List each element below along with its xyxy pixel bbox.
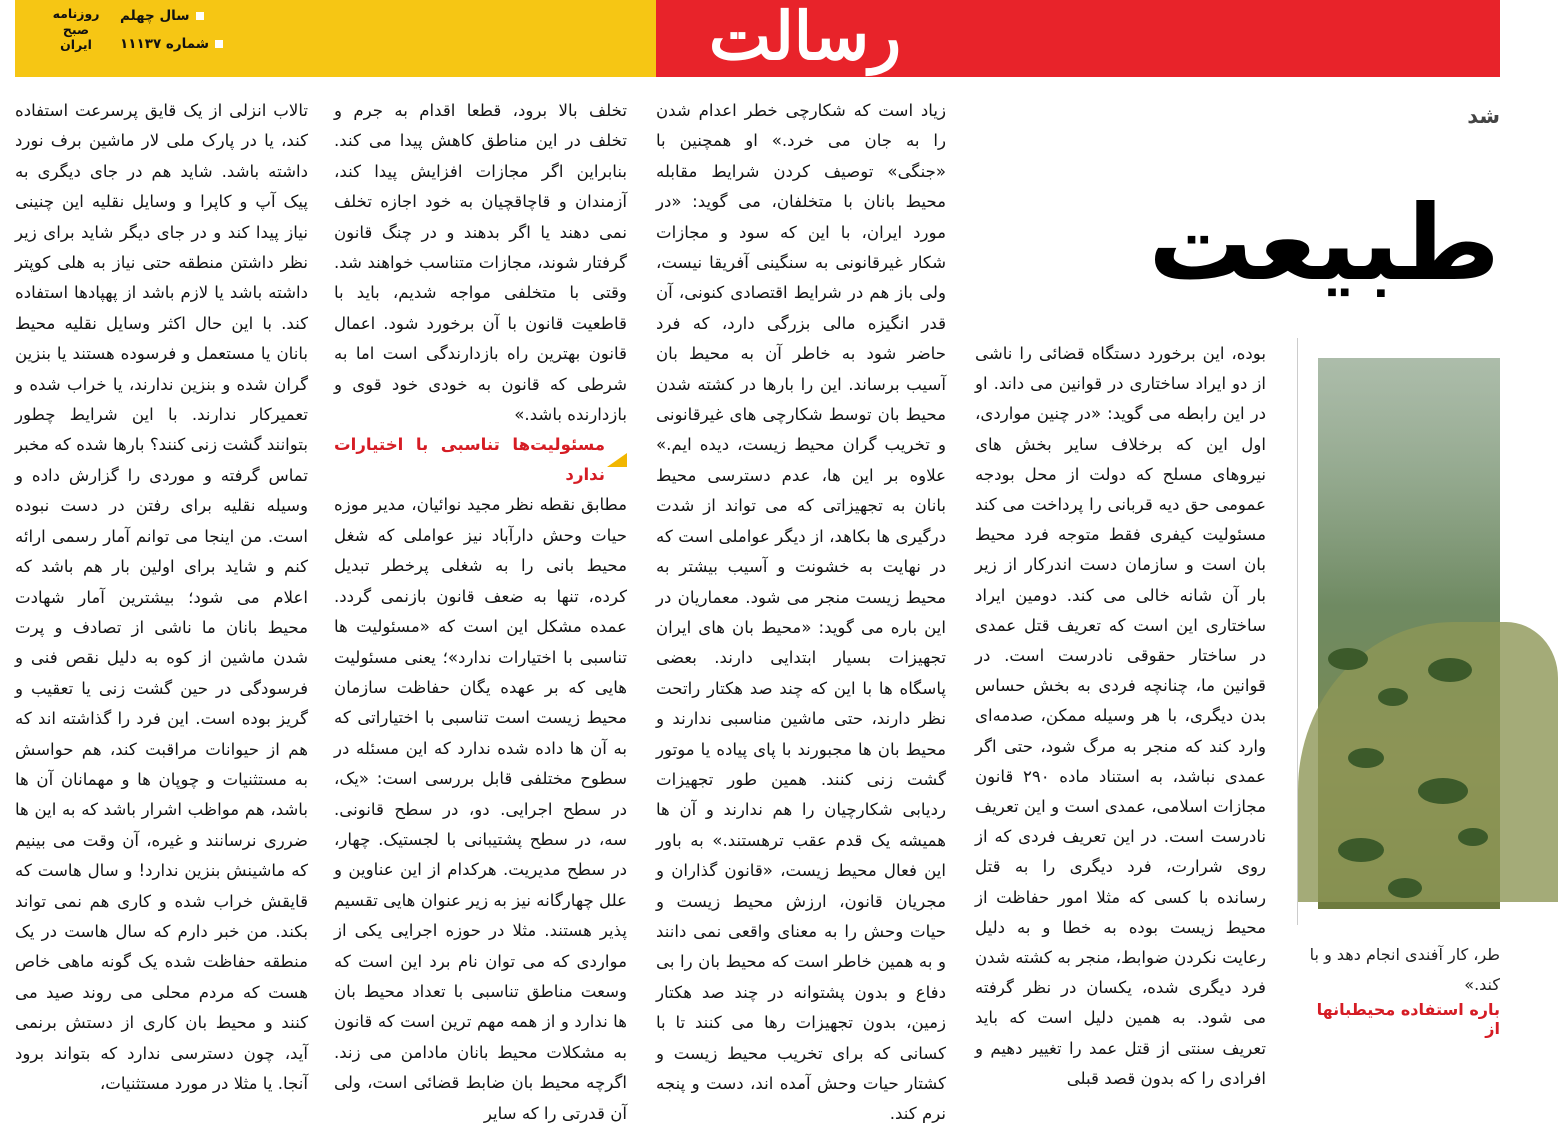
photo-bush [1418, 778, 1468, 804]
photo-bush [1388, 878, 1422, 898]
year-text: سال چهلم [120, 8, 190, 24]
column-text: مطابق نقطه نظر مجید نوائیان، مدیر موزه حیات وحش دارآباد نیز عواملی که شغل محیط بانی را به شغلی پرخطر تبدیل کرده، تنها به ضعف قانون بازنمی گردد. عمده مشکل این است که «مسئولیت ها تناسبی با اختیارات ندارد»؛ یعنی مسئولیت هایی که بر عهده یگان حفاظت سازمان محیط زیست است تناسبی با اختیاراتی که به آن ها داده شده ندارد که این مسئله در سطوح مختلفی قابل بررسی است: «یک، در سطح اجرایی. دو، در سطح قانونی. سه، در سطح پشتیبانی با لجستیک. چهار، در سطح مدیریت. هرکدام از این عناوین و علل چهارگانه نیز به زیر عنوان هایی تقسیم پذیر هستند. مثلا در حوزه اجرایی یکی از مواردی که می توان نام برد این است که وسعت مناطق تناسبی با تعداد محیط بان ها ندارد و از همه مهم ترین است که قانون به مشکلات محیط بانان مادامن می زند. اگرچه محیط بان ضابط قضائی است، ولی آن قدرتی را که سایر [334, 495, 627, 1123]
masthead-logo: رسالت [708, 0, 902, 75]
headline: طبیعت [1148, 182, 1500, 304]
column-text: بوده، این برخورد دستگاه قضائی را ناشی از دو ایراد ساختاری در قوانین می داند. او در این رابطه می گوید: «در چنین مواردی، اول این که برخلاف سایر بخش های نیروهای مسلح که دولت از محل بودجه عمومی حق دیه قربانی را پرداخت می کند مسئولیت کیفری فقط متوجه فرد محیط بان است و سازمان دست اندرکار از زیر بار آن شانه خالی می کند. دومین ایراد ساختاری این است که تعریف قتل عمدی در ساختار حقوقی نادرست است. در قوانین ما، چنانچه فردی به بخش حساس بدن دیگری، با هر وسیله ممکن، صدمه‌ای وارد کند که منجر به مرگ شود، حتی اگر عمدی نباشد، به استناد ماده ۲۹۰ قانون مجازات اسلامی، عمدی است و این تعریف نادرست است. در این تعریف فردی که از روی شرارت، فرد دیگری را به قتل رسانده با کسی که مثلا امور حفاظت از محیط زیست بوده به خطا و به دلیل رعایت نکردن ضوابط، منجر به کشته شدن فرد دیگری شده، یکسان در نظر گرفته می شود. به همین دلیل است که باید تعریف سنتی از قتل عمد را تغییر دهیم و افرادی را که بدون قصد قبلی [975, 344, 1266, 1088]
article-photo [1297, 338, 1500, 925]
photo-bush [1348, 748, 1384, 768]
issue-label [120, 36, 223, 52]
article-column-3 [656, 96, 946, 1124]
subhead-triangle-icon [607, 453, 627, 467]
article-column-4 [975, 339, 1266, 1088]
photo-mist [1318, 358, 1500, 606]
daily-brand-line: صبح [62, 21, 90, 37]
subhead-text: مسئولیت‌ها تناسبی با اختیارات ندارد [334, 435, 605, 485]
landscape-photo [1318, 358, 1500, 909]
column-text: تخلف بالا برود، قطعا اقدام به جرم و تخلف در این مناطق کاهش پیدا می کند. بنابراین اگر مجازات افزایش پیدا کند، آزمندان و قاچاقچیان به خود اجازه تخلف نمی دهند یا اگر بدهند و در چنگ قانون گرفتار شوند، مجازات متناسب خواهند شد. وقتی با متخلفی مواجه شدیم، باید با قاطعیت قانون با آن برخورد شود. اعمال قانون بهترین راه بازدارندگی است اما به شرطی که قانون به خودی خود قوی و بازدارنده باشد.» [334, 101, 627, 425]
photo-bush [1338, 838, 1384, 862]
photo-bush [1458, 828, 1488, 846]
bullet-square-icon [215, 40, 223, 48]
year-label [120, 8, 204, 24]
photo-bush [1428, 658, 1472, 682]
article-column-1 [15, 96, 308, 1093]
column-text: تالاب انزلی از یک قایق پرسرعت استفاده کند، یا در پارک ملی لار ماشین برف نورد داشته باشد. شاید هم در جای دیگری به پیک آپ و کاپرا و وسایل نقلیه این چنینی نیاز پیدا کند و در جای دیگر شاید برای زیر نظر داشتن منطقه حتی نیاز به هلی کوپتر داشته باشد یا لازم باشد از پهپادها استفاده کند. با این حال اکثر وسایل نقلیه محیط بانان یا مستعمل و فرسوده هستند یا بنزین گران شده و بنزین ندارند، یا خراب شده و تعمیرکار ندارند. با این شرایط چطور بتوانند گشت زنی کنند؟ بارها شده که مخبر تماس گرفته و موردی را گزارش داده و وسیله نقلیه برای رفتن در دست نبوده است. من اینجا می توانم آمار رسمی ارائه کنم و شاید برای اولین بار هم باشد که اعلام می شود؛ بیشترین آمار شهادت محیط بانان ما ناشی از تصادف و پرت شدن ماشین از کوه به دلیل نقص فنی و فرسودگی در حین گشت زنی یا تعقیب و گریز بوده است. این فرد را گذاشته اند که هم از حیوانات مراقبت کند، هم حواسش به مستثنیات و چوپان ها و مهمانان آن ها باشد، هم مواظب اشرار باشد که به این ها ضرری نرسانند و غیره، آن وقت می بینیم که ماشینش بنزین ندارد! و سال هاست که قایقش خراب شده و کاری هم نمی تواند بکند. من خبر دارم که سال هاست در یک منطقه حفاظت شده یک گونه ماهی خاص هست که مردم محلی می روند صید می کنند و محیط بان کاری از دستش برنمی آید، چون دسترسی ندارد که بتواند برود آنجا. یا مثلا در مورد مستثنیات، [15, 101, 308, 1093]
photo-bush [1378, 688, 1408, 706]
header-yellow-band [15, 0, 657, 77]
lead-upper-fragment: شد [1467, 104, 1500, 128]
bullet-square-icon [196, 12, 204, 20]
daily-brand-line: روزنامه [52, 6, 100, 21]
photo-bush [1328, 648, 1368, 670]
photo-caption-red: باره استفاده محیطبانها از [1316, 1000, 1500, 1038]
column-text: زیاد است که شکارچی خطر اعدام شدن را به جان می خرد.» او همچنین با «جنگی» توصیف کردن شرایط مقابله محیط بانان با متخلفان، می گوید: «در مورد ایران، با این که سود و مجازات شکار غیرقانونی به سنگینی آفریقا نیست، ولی باز هم در شرایط اقتصادی کنونی، آن قدر انگیزه مالی بزرگی دارد، که فرد حاضر شود به خاطر آن به محیط بان آسیب برساند. این را بارها در کشته شدن محیط بان توسط شکارچی های غیرقانونی و تخریب گران محیط زیست، دیده ایم.» علاوه بر این ها، عدم دسترسی محیط بانان به تجهیزاتی که می تواند از شدت درگیری ها بکاهد، از دیگر عواملی است که در نهایت به خشونت و آسیب بیشتر به محیط زیست منجر می شود. معماریان در این باره می گوید: «محیط بان های ایران تجهیزات بسیار ابتدایی دارند. بعضی پاسگاه ها با این که چند صد هکتار راتحت نظر دارند، حتی ماشین مناسبی ندارند و محیط بان ها مجبورند با پای پیاده یا موتور گشت زنی کنند. همین طور تجهیزات ردیابی شکارچیان را هم ندارند و آن ها همیشه یک قدم عقب ترهستند.» به باور این فعال محیط زیست، «قانون گذاران و مجریان قانون، ارزش محیط زیست و حیات وحش را به معنای واقعی نمی دانند و به همین خاطر است که محیط بان را بی دفاع و بدون پشتوانه در چند صد هکتار زمین، بدون تجهیزات رها می کنند تا با کسانی که برای تخریب محیط زیست و کشتار حیات وحش آمده اند، دست و پنجه نرم کند. [656, 101, 946, 1124]
daily-brand [42, 6, 110, 53]
article-column-2 [334, 96, 627, 1123]
photo-caption: طر، کار آفندی انجام دهد و با کند.» [1309, 945, 1500, 994]
section-subhead [334, 430, 627, 490]
issue-text: شماره ۱۱۱۳۷ [120, 36, 210, 52]
daily-brand-line: ایران [60, 37, 92, 52]
